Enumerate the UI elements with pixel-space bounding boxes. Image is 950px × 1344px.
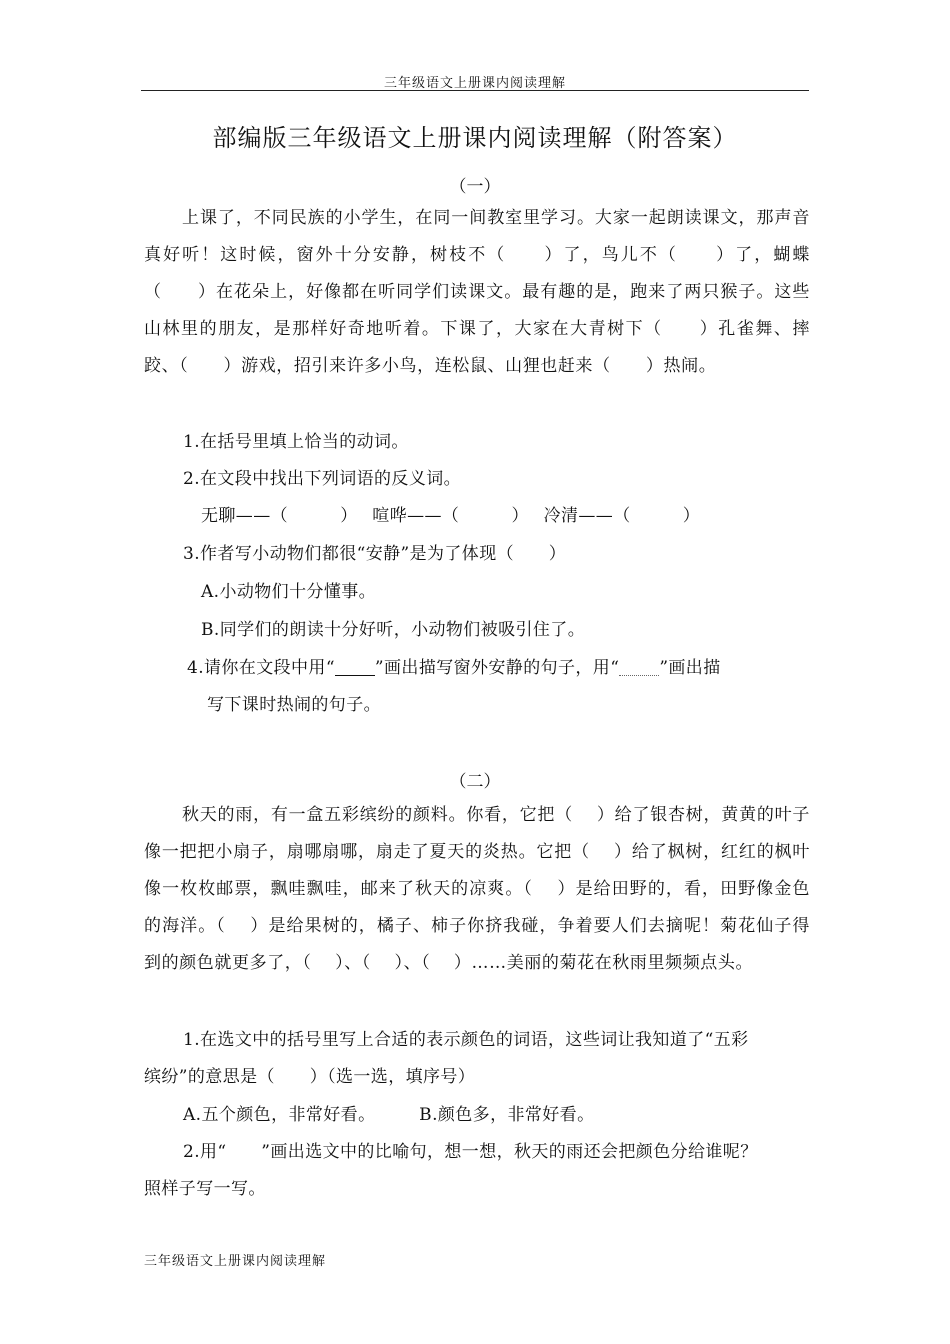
question-4-text-1: 4.请你在文段中用“	[187, 658, 335, 678]
question-4-text-2: ”画出描写窗外安静的句子，用“	[374, 658, 620, 678]
section-1-question-3-option-a: A.小动物们十分懂事。	[201, 582, 377, 602]
section-1-question-1: 1.在括号里填上恰当的动词。	[183, 432, 409, 452]
section-2-question-1-line-1: 1.在选文中的括号里写上合适的表示颜色的词语，这些词让我知道了“五彩	[183, 1030, 749, 1050]
section-2-question-2-line-1: 2.用“ ”画出选文中的比喻句，想一想，秋天的雨还会把颜色分给谁呢？	[183, 1142, 758, 1162]
section-1-question-3-option-b: B.同学们的朗读十分好听，小动物们被吸引住了。	[201, 620, 586, 640]
wavy-underline-sample	[619, 657, 659, 676]
section-1-question-2: 2.在文段中找出下列词语的反义词。	[183, 469, 462, 489]
page-title: 部编版三年级语文上册课内阅读理解（附答案）	[212, 124, 738, 152]
section-2-question-1-options: A.五个颜色，非常好看。 B.颜色多，非常好看。	[183, 1105, 595, 1125]
question-4-text-3: ”画出描	[659, 658, 721, 678]
section-1-question-4-line-2: 写下课时热闹的句子。	[207, 695, 381, 715]
page-footer: 三年级语文上册课内阅读理解	[144, 1254, 327, 1269]
section-1-question-2-items: 无聊——（ ） 喧哗——（ ） 冷清——（ ）	[201, 506, 701, 526]
section-2-passage: 秋天的雨，有一盒五彩缤纷的颜料。你看，它把（ ）给了银杏树，黄黄的叶子像一把把小扇子，扇哪扇哪，扇走了夏天的炎热。它把（ ）给了枫树，红红的枫叶像一枚枚邮票，飘哇飘哇，邮来了秋天的凉爽。（ ）是给田野的，看，田野像金色的海洋。（ ）是给果树的，橘子、柿子你挤我碰，争着要人们去摘呢！菊花仙子得到的颜色就更多了，（ ）、（ ）、（ ）……美丽的菊花在秋雨里频频点头。	[144, 805, 810, 973]
section-1-passage: 上课了，不同民族的小学生，在同一间教室里学习。大家一起朗读课文，那声音真好听！这时候，窗外十分安静，树枝不（ ）了，鸟儿不（ ）了，蝴蝶（ ）在花朵上，好像都在听同学们读课文。最有趣的是，跑来了两只猴子。这些山林里的朋友，是那样好奇地听着。下课了，大家在大青树下（ ）孔雀舞、摔跤、（ ）游戏，招引来许多小鸟，连松鼠、山狸也赶来（ ）热闹。	[144, 208, 810, 376]
straight-underline-sample	[335, 657, 375, 676]
section-1-heading: （一）	[449, 177, 501, 197]
section-2-heading: （二）	[449, 772, 501, 792]
section-1-question-3: 3.作者写小动物们都很“安静”是为了体现（ ）	[183, 544, 567, 564]
section-1-question-4	[187, 650, 721, 687]
section-2-question-1-line-2: 缤纷”的意思是（ ）（选一选，填序号）	[144, 1067, 476, 1087]
header-divider	[141, 90, 809, 91]
page-header: 三年级语文上册课内阅读理解	[383, 76, 566, 91]
section-2-question-2-line-2: 照样子写一写。	[144, 1179, 266, 1199]
